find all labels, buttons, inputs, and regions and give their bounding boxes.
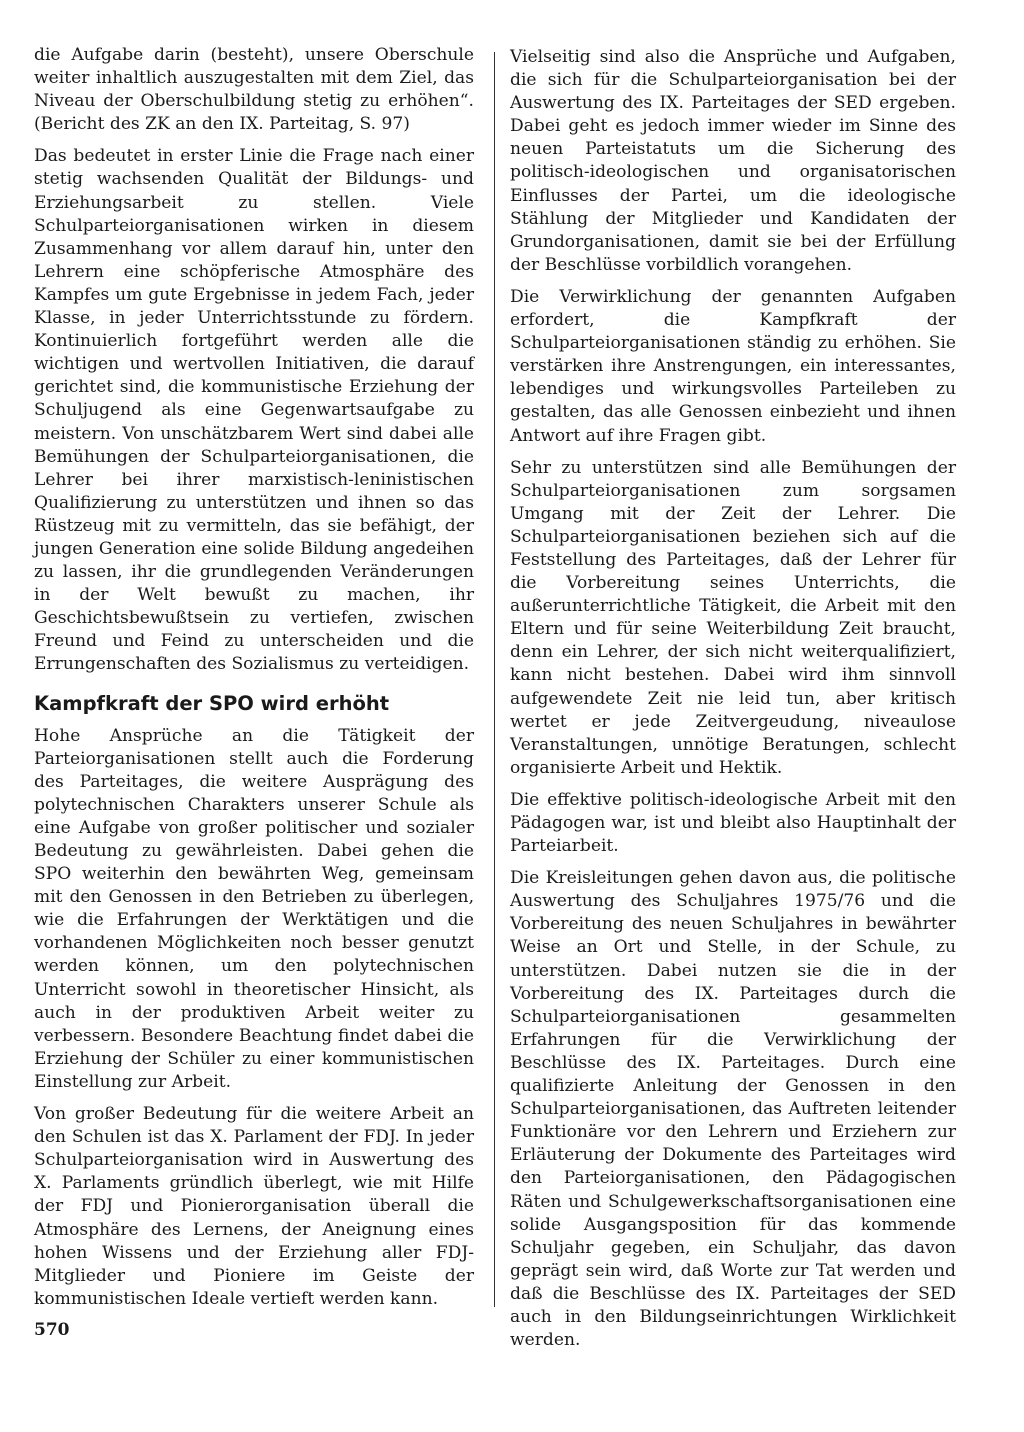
right-paragraph-5: Die Kreisleitungen gehen davon aus, die politische Auswertung des Schuljahres 1975/76 und die Vorbereitung des neuen Schuljahres in bewährter Weise an Ort und Stelle, in der Schule, zu unterstützen. Dabei nutzen sie die in der Vorbereitung des IX. Parteitages durch die Schulparteiorganisationen gesammelten Erfahrungen für die Verwirklichung der Beschlüsse des IX. Parteitages. Durch eine qualifizierte Anleitung der Genossen in den Schulparteiorganisationen, das Auftreten leitender Funktionäre vor den Lehrern und Erziehern zur Erläuterung der Dokumente des Parteitages wird den Parteiorganisationen, den Pädagogischen Räten und Schulgewerkschaftsorganisationen eine solide Ausgangsposition für das kommende Schuljahr gegeben, ein Schuljahr, das davon geprägt sein wird, daß Worte zur Tat werden und daß die Beschlüsse des IX. Parteitages der SED auch in den Bildungseinrichtungen Wirklichkeit werden. [510, 868, 956, 1351]
page-number: 570 [34, 1320, 70, 1340]
left-column [34, 44, 474, 1320]
left-paragraph-4: Von großer Bedeutung für die weitere Arbeit an den Schulen ist das X. Parlament der FDJ. In jeder Schulparteiorganisation wird in Auswertung des X. Parlaments gründlich überlegt, wie mit Hilfe der FDJ und Pionierorganisation überall die Atmosphäre des Lernens, der Aneignung eines hohen Wissens und der Erziehung aller FDJ-Mitglieder und Pioniere im Geiste der kommunistischen Ideale vertieft werden kann. [34, 1104, 474, 1309]
left-paragraph-3: Hohe Ansprüche an die Tätigkeit der Parteiorganisationen stellt auch die Forderung des Parteitages, die weitere Ausprägung des polytechnischen Charakters unserer Schule als eine Aufgabe von großer politischer und sozialer Bedeutung zu gewährleisten. Dabei gehen die SPO weiterhin den bewährten Weg, gemeinsam mit den Genossen in den Betrieben zu überlegen, wie die Erfahrungen der Werktätigen und die vorhandenen Möglichkeiten noch besser genutzt werden können, um den polytechnischen Unterricht sowohl in theoretischer Hinsicht, als auch in der produktiven Arbeit weiter zu verbessern. Besondere Beachtung findet dabei die Erziehung der Schüler zu einer kommunistischen Einstellung zur Arbeit. [34, 725, 474, 1092]
right-paragraph-2: Die Verwirklichung der genannten Aufgaben erfordert, die Kampfkraft der Schulparteiorganisationen ständig zu erhöhen. Sie verstärken ihre Anstrengungen, ein interessantes, lebendiges und wirkungsvolles Parteileben zu gestalten, das alle Genossen einbezieht und ihnen Antwort auf ihre Fragen gibt. [510, 286, 956, 446]
right-paragraph-3: Sehr zu unterstützen sind alle Bemühungen der Schulparteiorganisationen zum sorgsamen Umgang mit der Zeit der Lehrer. Die Schulparteiorganisationen beziehen sich auf die Feststellung des Parteitages, daß der Lehrer für die Vorbereitung seines Unterrichts, die außerunterrichtliche Tätigkeit, die Arbeit mit den Eltern und für seine Weiterbildung Zeit braucht, denn ein Lehrer, der sich nicht weiterqualifiziert, kann nicht bestehen. Dabei wird ihm sinnvoll aufgewendete Zeit nie leid tun, aber kritisch wertet er jede Zeitvergeudung, niveaulose Veranstaltungen, unnötige Beratungen, schlecht organisierte Arbeit und Hektik. [510, 457, 956, 778]
right-column [510, 46, 956, 1361]
section-heading: Kampfkraft der SPO wird erhöht [34, 691, 390, 715]
left-paragraph-1: die Aufgabe darin (besteht), unsere Oberschule weiter inhaltlich auszugestalten mit dem Ziel, das Niveau der Oberschulbildung stetig zu erhöhen“. (Bericht des ZK an den IX. Parteitag, S. 97) [34, 45, 474, 135]
right-paragraph-4: Die effektive politisch-ideologische Arbeit mit den Pädagogen war, ist und bleibt also Hauptinhalt der Parteiarbeit. [510, 789, 956, 857]
right-paragraph-1: Vielseitig sind also die Ansprüche und Aufgaben, die sich für die Schulparteiorganisation bei der Auswertung des IX. Parteitages der SED ergeben. Dabei geht es jedoch immer wieder im Sinne des neuen Parteistatuts um die Sicherung des politisch-ideologischen und organisatorischen Einflusses der Partei, um die ideologische Stählung der Mitglieder und Kandidaten der Grundorganisationen, damit sie bei der Erfüllung der Beschlüsse vorbildlich vorangehen. [510, 47, 956, 275]
column-divider [494, 52, 495, 1307]
left-paragraph-2: Das bedeutet in erster Linie die Frage nach einer stetig wachsenden Qualität der Bildungs- und Erziehungsarbeit zu stellen. Viele Schulparteiorganisationen wirken in diesem Zusammenhang vor allem darauf hin, unter den Lehrern eine schöpferische Atmosphäre des Kampfes um gute Ergebnisse in jedem Fach, jeder Klasse, in jeder Unterrichtsstunde zu fördern. Kontinuierlich fortgeführt werden alle die wichtigen und wertvollen Initiativen, die darauf gerichtet sind, die kommunistische Erziehung der Schuljugend als eine Gegenwartsaufgabe zu meistern. Von unschätzbarem Wert sind dabei alle Bemühungen der Schulparteiorganisationen, die Lehrer bei ihrer marxistisch-leninistischen Qualifizierung zu unterstützen und ihnen so das Rüstzeug mit zu vermitteln, das sie befähigt, der jungen Generation eine solide Bildung angedeihen zu lassen, ihr die grundlegenden Veränderungen in der Welt bewußt zu machen, ihr Geschichtsbewußtsein zu vertiefen, zwischen Freund und Feind zu unterscheiden und die Errungenschaften des Sozialismus zu verteidigen. [34, 146, 474, 675]
